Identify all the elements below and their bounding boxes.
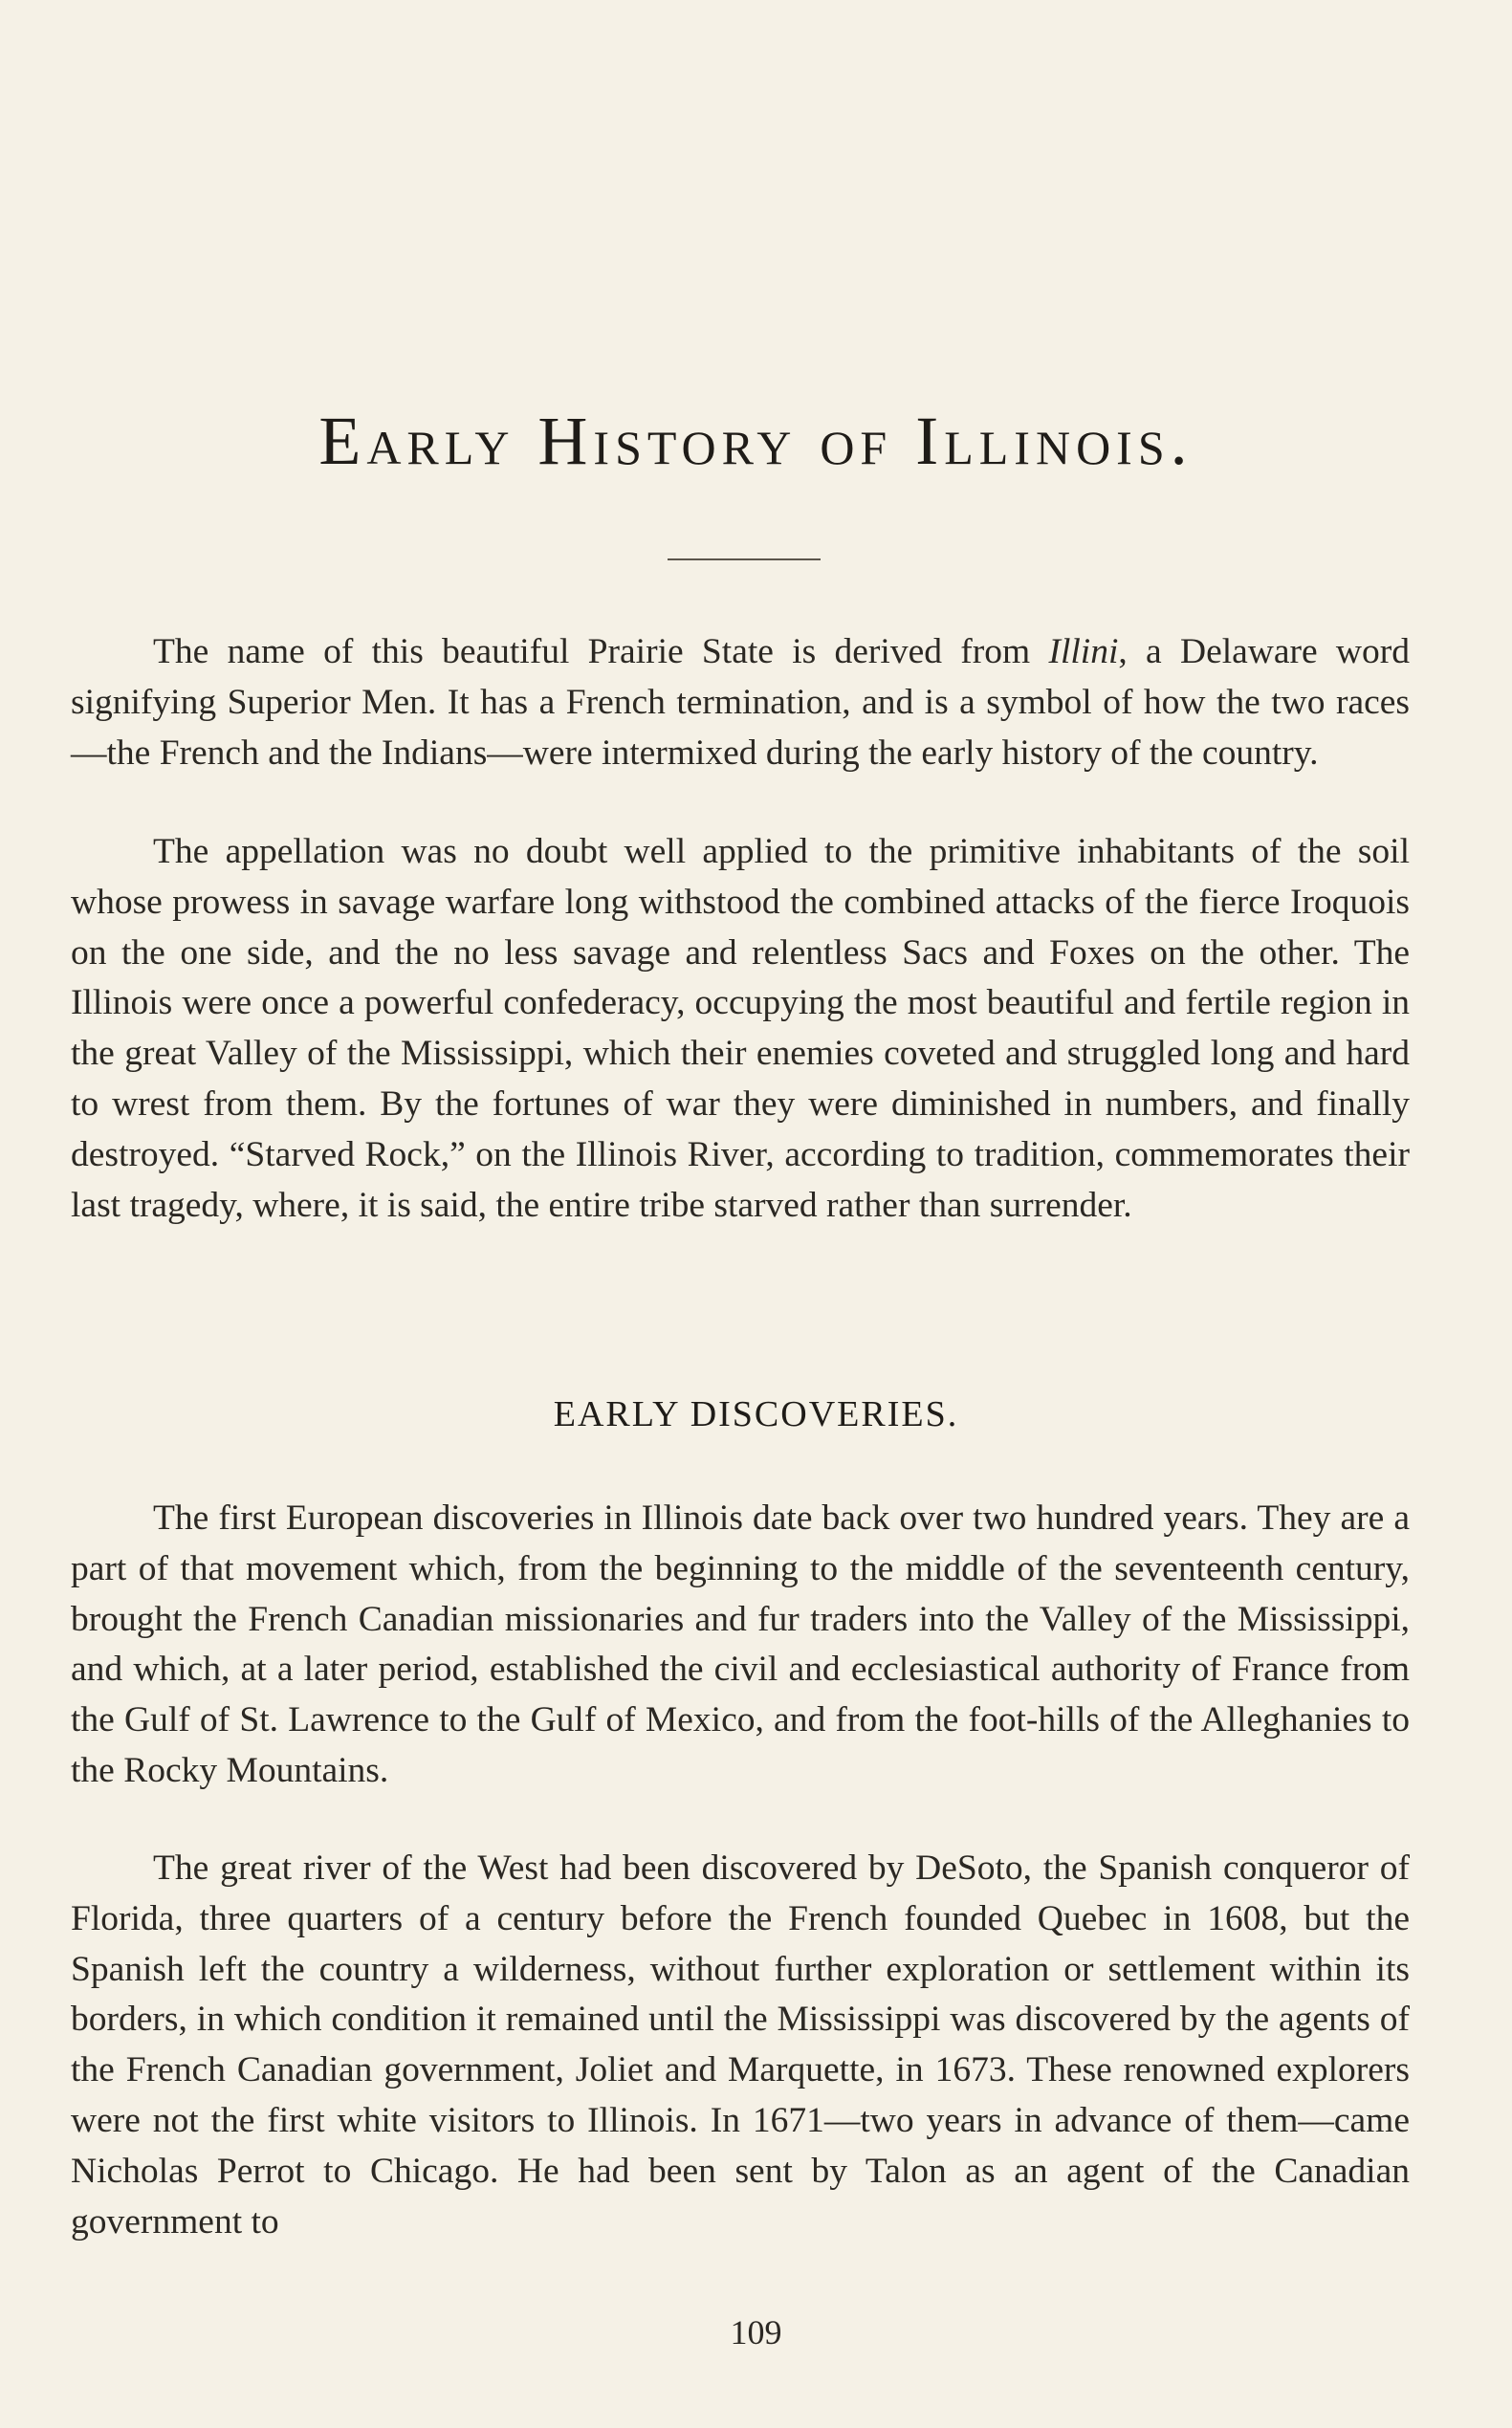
paragraph-1-text-b: , a Delaware word signifying Superior Men. It has a French termination, and is a symbol of how the two races—the French and the Indians—were intermixed during the early history of the country. — [71, 632, 1410, 773]
section-heading: EARLY DISCOVERIES. — [553, 1394, 959, 1434]
page-number: 109 — [730, 2313, 782, 2351]
title-rule — [668, 558, 821, 560]
paragraph-3: The first European discoveries in Illinois date back over two hundred years. They are a part of that movement which, from the beginning to the middle of the seventeenth century, brought the French Canadian missionaries and fur traders into the Valley of the Mississippi, and which, at a later period, established the civil and ecclesiastical authority of France from the Gulf of St. Lawrence to the Gulf of Mexico, and from the foot-hills of the Alleghanies to the Rocky Mountains. — [71, 1498, 1410, 1790]
paragraph-2: The appellation was no doubt well applied to the primitive inhabitants of the soil whose prowess in savage warfare long withstood the combined attacks of the fierce Iroquois on the one side, and the no less savage and relentless Sacs and Foxes on the other. The Illinois were once a powerful confederacy, occupying the most beautiful and fertile region in the great Valley of the Mississippi, which their enemies coveted and struggled long and hard to wrest from them. By the fortunes of war they were diminished in numbers, and finally destroyed. “Starved Rock,” on the Illinois River, according to tradition, commemorates their last tragedy, where, it is said, the entire tribe starved rather than surrender. — [71, 832, 1410, 1225]
paragraph-1-emphasis: Illini — [1048, 632, 1119, 671]
paragraph-1-text-a: The name of this beautiful Prairie State is derived from — [153, 632, 1049, 671]
paragraph-4: The great river of the West had been discovered by DeSoto, the Spanish conqueror of Florida, three quarters of a century before the French founded Quebec in 1608, but the Spanish left the country a wilderness, without further exploration or settlement within its borders, in which condition it remained until the Mississippi was discovered by the agents of the French Canadian government, Joliet and Marquette, in 1673. These renowned explorers were not the first white visitors to Illinois. In 1671—two years in advance of them—came Nicholas Perrot to Chicago. He had been sent by Talon as an agent of the Canadian government to — [71, 1848, 1410, 2242]
page-title: Early History of Illinois. — [318, 403, 1194, 479]
paragraph-1 — [71, 627, 1410, 778]
